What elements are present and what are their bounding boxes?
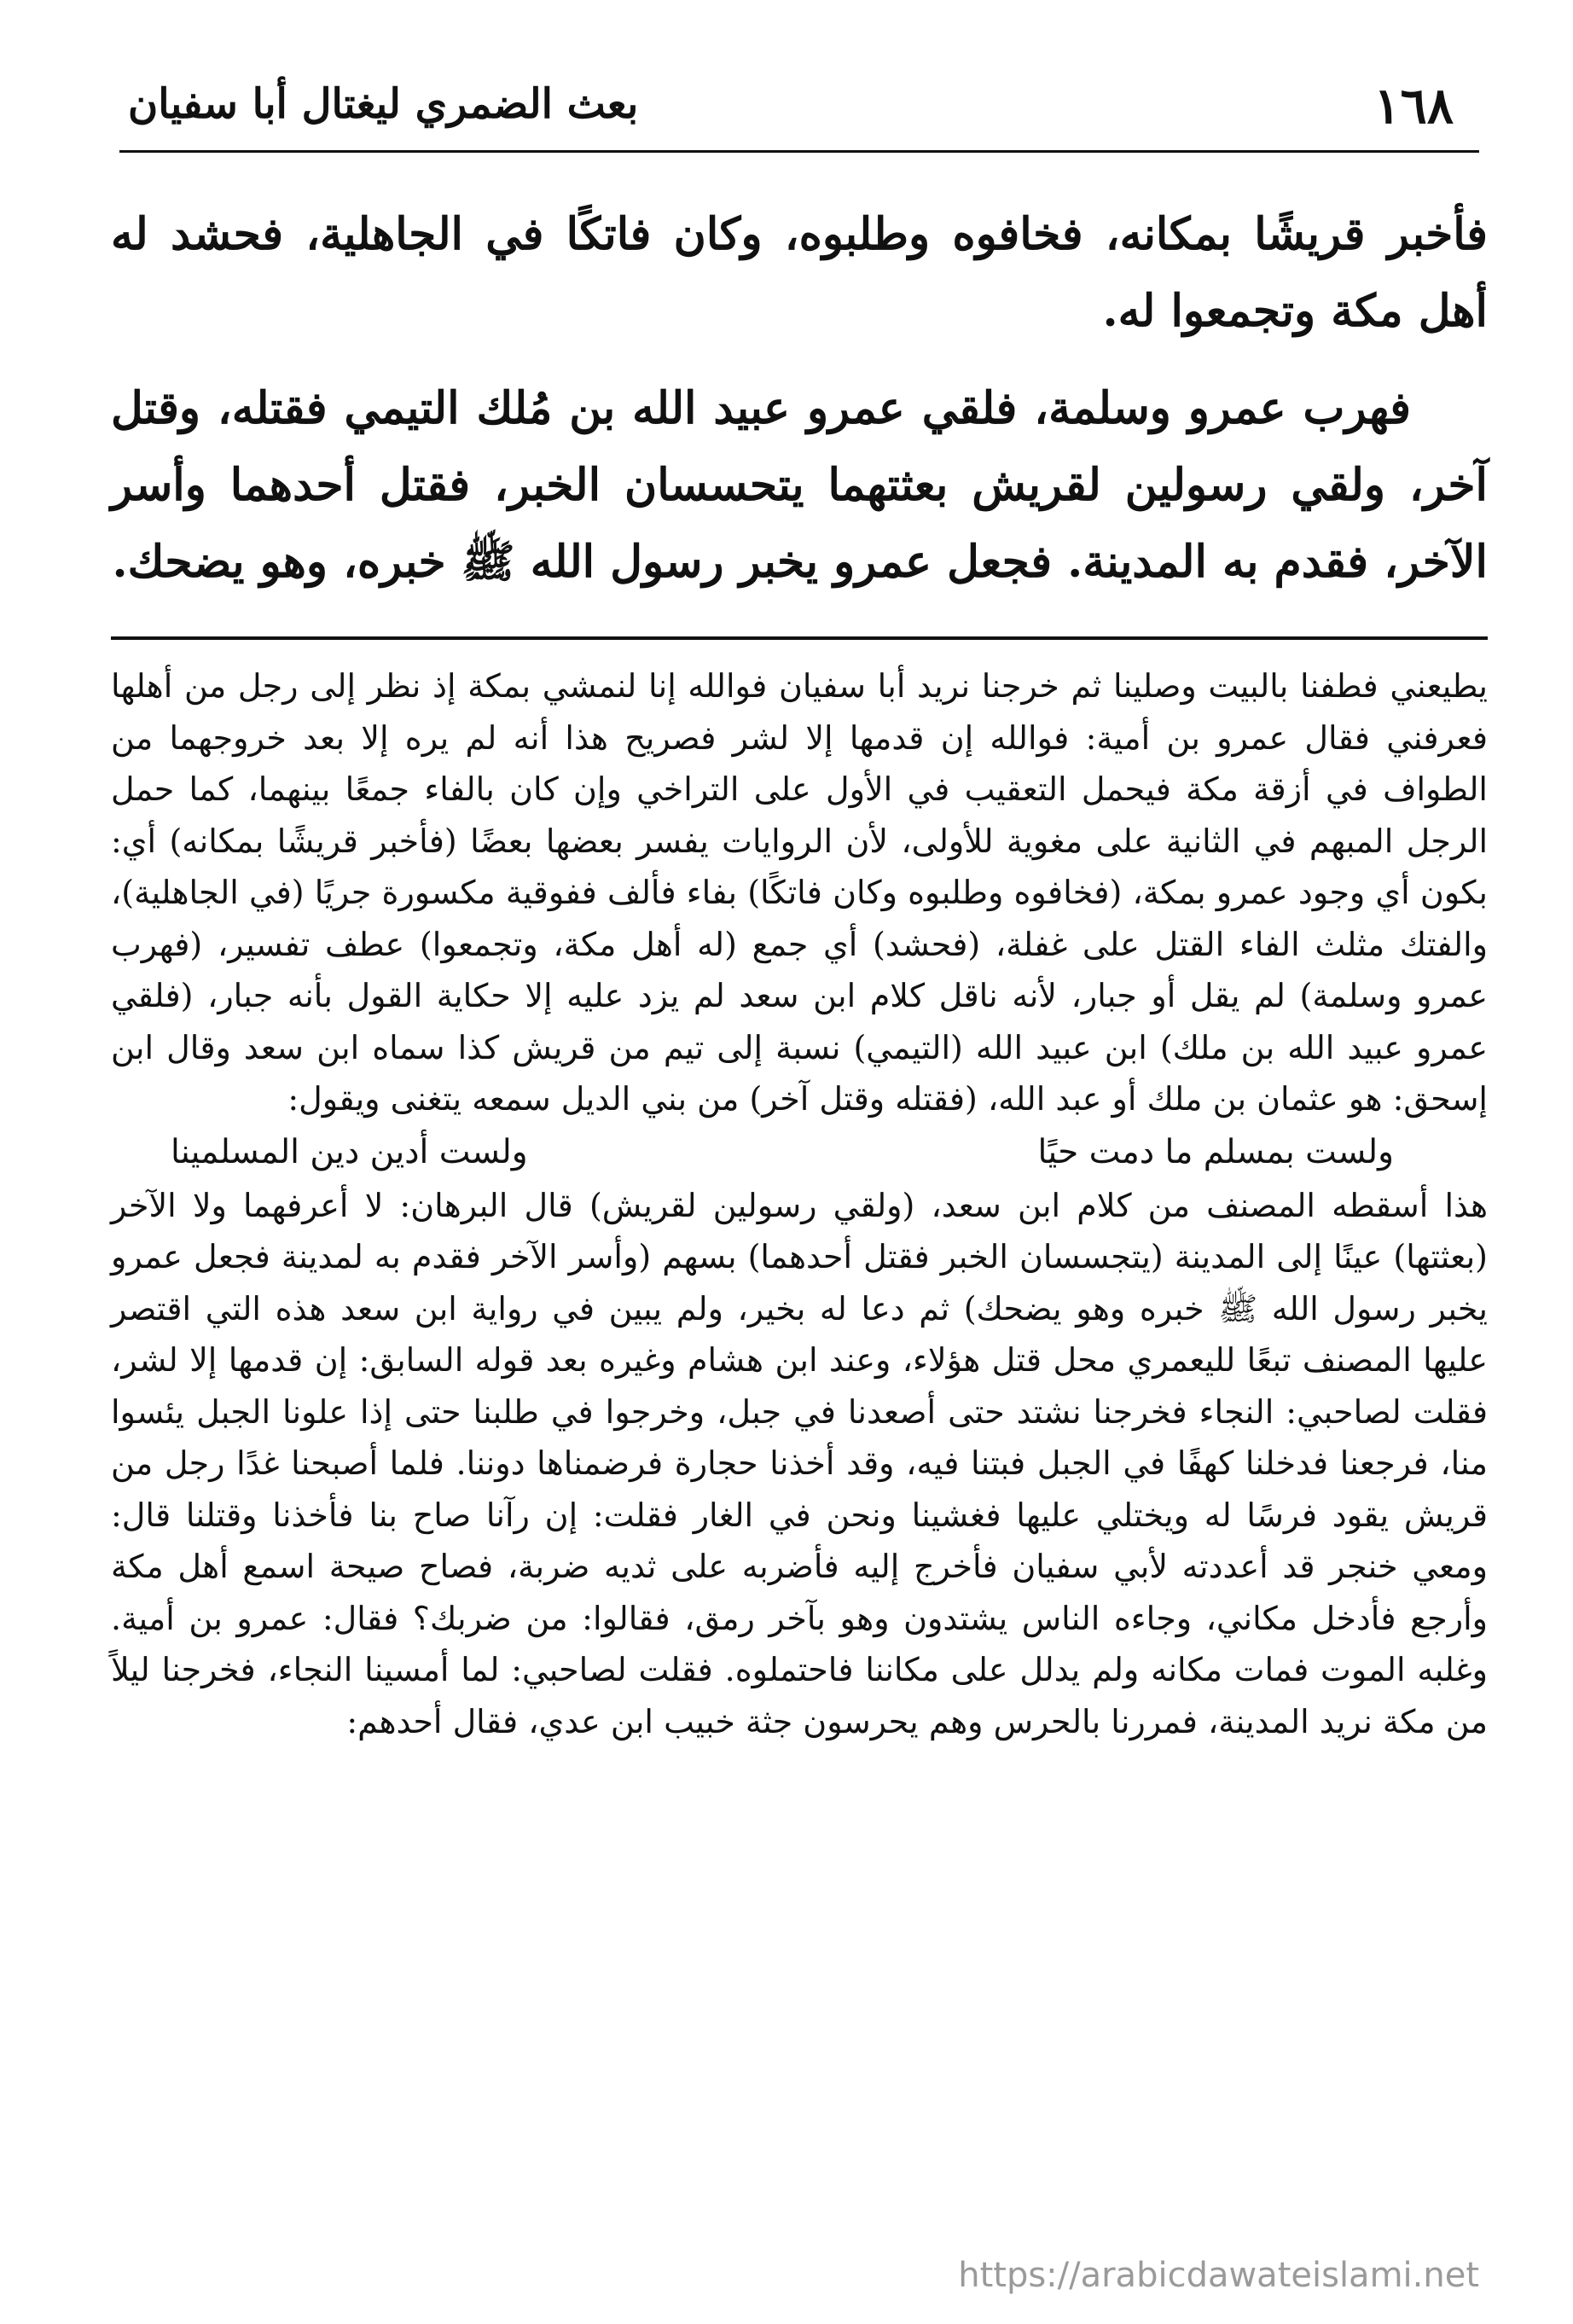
commentary-paragraph-1: يطيعني فطفنا بالبيت وصلينا ثم خرجنا نريد أبا سفيان فوالله إنا لنمشي بمكة إذ نظر إلى رجل من أهلها فعرفني فقال عمرو بن أمية: فوالله إن قدمها إلا لشر فصريح هذا أنه لم يره إلا بعد خروجهما من الطواف في أزقة مكة فيحمل التعقيب في الأول على التراخي وإن كان بالفاء جمعًا بينهما، كما حمل الرجل المبهم في الثانية على مغوية للأولى، لأن الروايات يفسر بعضها بعضًا (فأخبر قريشًا بمكانه) أي: بكون أي وجود عمرو بمكة، (فخافوه وطلبوه وكان فاتكًا) بفاء فألف ففوقية مكسورة جريًا (في الجاهلية)، والفتك مثلث الفاء القتل على غفلة، (فحشد) أي جمع (له أهل مكة، وتجمعوا) عطف تفسير، (فهرب عمرو وسلمة) لم يقل أو جبار، لأنه ناقل كلام ابن سعد لم يزد عليه إلا حكاية القول بأنه جبار، (فلقي عمرو عبيد الله بن ملك) ابن عبيد الله (التيمي) نسبة إلى تيم من قريش كذا سماه ابن سعد وقال ابن إسحق: هو عثمان بن ملك أو عبد الله، (فقتله وقتل آخر) من بني الديل سمعه يتغنى ويقول: [111,667,1488,1118]
commentary [111,660,1488,1747]
footnote-divider [111,636,1488,640]
verse-first-hemistich: ولست بمسلم ما دمت حيًا [1037,1132,1394,1171]
header-divider [119,150,1479,153]
verse-second-hemistich: ولست أدين دين المسلمينا [171,1132,528,1171]
running-header [111,77,1488,145]
watermark-url: https://arabicdawateislami.net [958,2256,1479,2295]
running-title: بعث الضمري ليغتال أبا سفيان [128,80,639,128]
main-paragraph-1: فأخبر قريشًا بمكانه، فخافوه وطلبوه، وكان فاتكًا في الجاهلية، فحشد له أهل مكة وتجمعوا له. [111,208,1488,337]
main-text [111,196,1488,601]
main-paragraph-2: فهرب عمرو وسلمة، فلقي عمرو عبيد الله بن مُلك التيمي فقتله، وقتل آخر، ولقي رسولين لقريش بعثتهما يتحسسان الخبر، فقتل أحدهما وأسر الآخر، فقدم به المدينة. فجعل عمرو يخبر رسول الله ﷺ خبره، وهو يضحك. [111,382,1488,588]
page-number: ١٦٨ [1373,77,1454,135]
poetry-verse [111,1127,1488,1178]
commentary-paragraph-2: هذا أسقطه المصنف من كلام ابن سعد، (ولقي رسولين لقريش) قال البرهان: لا أعرفهما ولا الآخر (بعثتها) عينًا إلى المدينة (يتجسسان الخبر فقتل أحدهما) بسهم (وأسر الآخر فقدم به لمدينة فجعل عمرو يخبر رسول الله ﷺ خبره وهو يضحك) ثم دعا له بخير، ولم يبين في رواية ابن سعد هذه التي اقتصر عليها المصنف تبعًا لليعمري محل قتل هؤلاء، وعند ابن هشام وغيره بعد قوله السابق: إن قدمها إلا لشر، فقلت لصاحبي: النجاء فخرجنا نشتد حتى أصعدنا في جبل، وخرجوا في طلبنا حتى إذا علونا الجبل يئسوا منا، فرجعنا فدخلنا كهفًا في الجبل فبتنا فيه، وقد أخذنا حجارة فرضمناها دوننا. فلما أصبحنا غدًا رجل من قريش يقود فرسًا له ويختلي عليها فغشينا ونحن في الغار فقلت: إن رآنا صاح بنا فأخذنا وقتلنا قال: ومعي خنجر قد أعددته لأبي سفيان فأخرج إليه فأضربه على ثديه ضربة، فصاح صيحة اسمع أهل مكة وأرجع فأدخل مكاني، وجاءه الناس يشتدون وهو بآخر رمق، فقالوا: من ضربك؟ فقال: عمرو بن أمية. وغلبه الموت فمات مكانه ولم يدلل على مكاننا فاحتملوه. فقلت لصاحبي: لما أمسينا النجاء، فخرجنا ليلاً من مكة نريد المدينة، فمررنا بالحرس وهم يحرسون جثة خبيب ابن عدي، فقال أحدهم: [111,1186,1488,1740]
